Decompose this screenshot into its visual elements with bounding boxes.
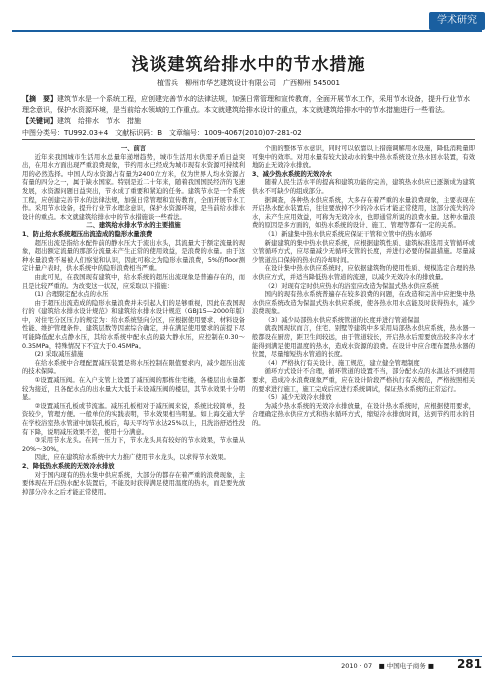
paragraph: （5）减少无效冷水排放 (264, 394, 332, 402)
paragraph: 由于超压出流造成的隐形水量浪费并未引起人们的足够重视，因此在我国现行的《建筑给水排水设计规范》和建筑给水排水设计规范（GBJ15—2000年版）中，对住宅分区压力的规定为：给水系统竖向分区，应根据使用要求、材料设备性能、维护管理条件、建筑层数等因素综合确定，并在满足使用要求的前提下尽可能降低配水点静水压，其给水系统中配水点的最大静水压，应控制在0.30～0.35MPa，特殊情况下不宜大于0.45MPa。 (22, 299, 245, 350)
paragraph: 国内的现有热水系统普遍存在较多浪费的问题，在改造和完善中应把集中热水供应系统改造为保温式热水供应系统，使各热水用水点能及时获得热水，减少浪费现象。 (252, 291, 475, 316)
author-affiliation: 植雪兵 柳州市华艺建筑设计有限公司 广西柳州 545001 (157, 79, 340, 87)
paragraph: 由此可见，在我国现有建筑中，给水系统的超压出流现象是普遍存在的，而且是比较严重的。为改变这一状况，应采取以下措施： (22, 273, 245, 290)
paragraph: 对于国内现有的热水集中供应系统，大部分的都存在着严重的浪费现象，主要体现在开启热水配水装置后，不能及时获得满足使用温度的热水，而是要先放掉部分冷水之后才能正常使用。 (22, 471, 245, 496)
keywords-label: 【关键词】 (22, 117, 57, 125)
keywords-text: 建筑 给排水 节水 措施 (57, 117, 141, 125)
paragraph: 就我国现状而言，住宅、别墅等建筑中多采用局部热水供应系统，热水器一般都设在厨房，距卫生间较远，由于管道较长，开启热水后需要放出较多冷水才能得到满足使用温度的热水，造成水资源的浪费。在设计中应合理布置热水器的位置，尽量缩短热水管道的长度。 (252, 325, 475, 359)
article-title: 浅谈建筑给排水中的节水措施 (131, 55, 366, 75)
page-footer (12, 656, 482, 672)
paragraph: 为减少热水系统的无效冷水排放量，在设计热水系统时，应根据使用要求，合理确定热水供应方式和热水循环方式，缩短冷水排放时间，达到节约用水的目的。 (252, 402, 475, 427)
header-rule (12, 30, 482, 32)
paragraph: 近年来我国城市生活用水总量年递增趋势，城市生活用水供需矛盾日益突出，在用水方面出现严重浪费现象，节约用水已经成为城市现有水资源可持续利用的必然选择。中国人均水资源占有量为2400立方米，仅为世界人均水资源占有量的四分之一，属于缺水国家。特别是近二十年来，随着我国国民经济的飞速发展，水资源问题日益突出，节水成了重要和紧迫的任务。建筑节水是一个系统工程，应创建完善节水的法律法规，加强日常管理和宣传教育，全面开展节水工作。采用节水设备，提升行业节水理念意识，保护水资源环境，是当前给水排水设计的重点。本文就建筑给排水中的节水措施谈一些看法。 (22, 153, 245, 221)
abstract-label: 【摘 要】 (22, 95, 57, 103)
section-heading: 3、减少热水系统的无效冷水 (252, 170, 332, 178)
footer-issue: 2010 · 07 ■ 中国电子商务 ■ (341, 662, 434, 670)
paragraph: （3）减少局部热水供应系统管道的长度并进行管道保温 (264, 316, 420, 324)
section-tag: 学术研究 (429, 12, 485, 30)
paragraph: （4）严格执行有关设计、施工规范，建立健全管理制度 (264, 359, 420, 367)
section-heading: 一、前言 (120, 145, 147, 152)
paragraph: (1) 合理限定配水点的水压 (34, 291, 109, 299)
paragraph: (2) 采取减压措施 (34, 351, 84, 359)
page-number: 281 (456, 657, 482, 671)
abstract (22, 94, 475, 127)
paragraph: 因此，应在建筑给水系统中大力推广使用节水龙头，以求得节水效果。 (34, 454, 230, 462)
paragraph: ③采用节水龙头。在同一压力下，节水龙头具有较好的节水效果，节水量从20%～30%。 (22, 437, 245, 453)
page-header (0, 0, 497, 44)
paragraph: 个面的整体节水意识，同时可以依靠以上措施调解用水设施，降低消耗量即可集中的效率。对用水量有较大波动水的集中热水系统设立热水回水装置，有效地防止无效冷水排放。 (252, 145, 475, 170)
paragraph: 随着人民生活水平的提高和建筑功能的完善，建筑热水供应已逐渐成为建筑供水不可缺少的组成部分。 (252, 179, 475, 195)
section-heading: 二、建筑给水排水节水的主要措施 (86, 222, 181, 230)
paragraph: 循环方式设计不合理，循环管道的设置不当，部分配水点的水温达不到使用要求，造成冷水浪费现象严重，应在设计阶段严格执行有关规范，严格按照相关的要求进行施工，施工完成后应进行系统调试，保证热水系统的正常运行。 (252, 368, 475, 393)
section-heading: 1、防止给水系统超压出流造成的隐形水量浪费 (22, 230, 153, 238)
abstract-divider (22, 139, 475, 140)
footer-rule (12, 656, 482, 657)
left-column (22, 145, 245, 655)
paragraph: 新建建筑的集中热水供应系统，应根据建筑性质、建筑标准选用支管循环或立管循环方式，应尽量减少无循环支管的长度，并进行必要的保温措施。尽量减少管道出口保持的热水的冷却时间。 (252, 239, 475, 264)
paragraph: （2）对现有定时供应热水的浴室应改造为保温式热水供应系统 (264, 282, 439, 290)
paragraph: 在设计集中热水供应系统时，应依据建筑物的使用性质、规模选定合理的热水供应方式，并适当降低热水管道的流速，以减少无效冷水的排放量。 (252, 265, 475, 281)
classification-line: 中图分类号：TU992.03+4 文献标识码：B 文章编号：1009-4067(2010)07-281-02 (22, 129, 302, 137)
paragraph: 超压出流是指给水配件前的静水压大于流出水头，其流量大于额定流量的现象，超出额定流量的那部分流量未产生正常的使用效益，是浪费的水量。由于这种水量浪费不易被人们察觉和认识，因此可称之为隐形水量浪费，5%的floor测定计量户表时，供水系统中的隐形浪费相当严重。 (22, 239, 245, 273)
right-column (252, 145, 475, 655)
paragraph: 据调查，各种热水供应系统，大多存在着严重的水量浪费现象，主要表现在开启热水配水装置后，往往要放掉不少的冷水后才能正常使用，这部分流失的冷水，未产生应用效益，可称为无效冷水，也即通常所说的浪费水量。这种水量浪费的原因是多方面的，如热水系统的设计、施工、管理等都有一定的关系。 (252, 196, 475, 230)
paragraph: ②设置减压孔板或节流塞。减压孔板相对于减压阀来说，系统比较简单，投资较少，管理方便。一般单位的实践表明，节水效果相当明显。如上海交通大学在学校浴室热水管道中加装孔板后，每天平均节水达25%以上，且洗浴舒适性没有下降，说明减压效果不差，使用十分满意。 (22, 402, 245, 436)
section-heading: 2、降低热水系统的无效冷水排放 (22, 462, 115, 470)
paragraph: 在给水系统中合理配置减压装置是将水压控制在限值要求内，减少超压出流的技术保障。 (22, 359, 245, 376)
abstract-text: 建筑节水是一个系统工程，应创建完善节水的法律法规，加强日常管理和宣传教育，全面开展节水工作，采用节水设备，提升行业节水理念意识，保护水资源环境，是当前给水领域的工作重点。本文就建筑给排水设计的重点，本文就建筑给排水中的节水措施进行一些看法。 (22, 95, 470, 114)
paragraph: ①设置减压阀。在入户支管上设置了减压阀的那栋住宅楼，各楼层出水量都较为接近，且各配水点的出水量大大低于未设减压阀的楼层，其节水效果十分明显。 (22, 377, 245, 402)
paragraph: （1）新建集中热水供应系统应保证干管和立管中的热水循环 (264, 230, 433, 238)
